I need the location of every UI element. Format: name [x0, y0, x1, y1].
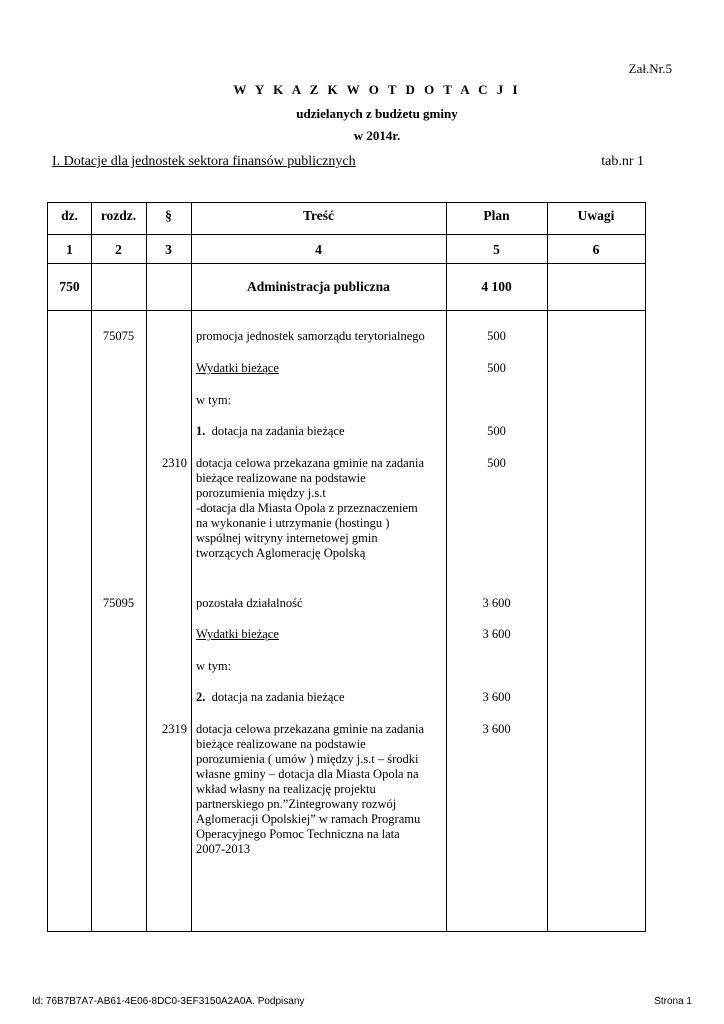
- attachment-number: Zał.Nr.5: [628, 61, 672, 76]
- chapter-plan: 3 600: [482, 596, 511, 610]
- header-dz: dz.: [61, 208, 78, 223]
- description: [196, 722, 446, 857]
- desc-line: partnerskiego pn.”Zintegrowany rozwój: [196, 797, 397, 811]
- expenses-plan: 3 600: [482, 627, 511, 641]
- section-heading: I. Dotacje dla jednostek sektora finansów publicznych: [52, 154, 356, 169]
- desc-line: 2007-2013: [196, 842, 251, 856]
- chapter-name: promocja jednostek samorządu terytorialnego: [196, 329, 425, 343]
- desc-line: bieżące realizowane na podstawie: [196, 471, 366, 485]
- division-code: 750: [59, 279, 80, 294]
- row-divider: [48, 234, 645, 235]
- document-id: Id: 76B7B7A7-AB61-4E06-8DC0-3EF3150A2A0A. Podpisany: [32, 996, 305, 1007]
- description-plan: 500: [487, 456, 506, 470]
- division-name: Administracja publiczna: [247, 279, 390, 294]
- col-divider: [146, 203, 147, 931]
- chapter-name: pozostała działalność: [196, 596, 303, 610]
- col-number: 2: [115, 242, 122, 257]
- division-plan: 4 100: [481, 279, 512, 294]
- desc-line: -dotacja dla Miasta Opola z przeznaczeniem: [196, 501, 418, 515]
- desc-line: dotacja celowa przekazana gminie na zadania: [196, 722, 424, 736]
- budget-table: [47, 202, 646, 932]
- desc-line: Operacyjnego Pomoc Techniczna na lata: [196, 827, 400, 841]
- item-line: [196, 424, 345, 439]
- desc-line: porozumienia między j.s.t: [196, 486, 326, 500]
- desc-line: dotacja celowa przekazana gminie na zadania: [196, 456, 424, 470]
- col-divider: [91, 203, 92, 931]
- document-title: W Y K A Z K W O T D O T A C J I: [233, 82, 521, 97]
- col-number: 6: [592, 242, 600, 257]
- chapter-code: 75095: [102, 596, 135, 610]
- col-divider: [547, 203, 548, 931]
- item-number: 2.: [196, 690, 206, 704]
- paragraph-code: 2310: [162, 456, 187, 470]
- desc-line: wkład własny na realizację projektu: [196, 782, 376, 796]
- expenses-label: Wydatki bieżące: [196, 361, 279, 375]
- desc-line: tworzących Aglomerację Opolską: [196, 546, 366, 560]
- item-line: [196, 690, 345, 705]
- desc-line: wspólnej witryny internetowej gmin: [196, 531, 378, 545]
- paragraph-code: 2319: [162, 722, 187, 736]
- col-number: 3: [165, 242, 172, 257]
- desc-line: bieżące realizowane na podstawie: [196, 737, 366, 751]
- desc-line: własne gminy – dotacja dla Miasta Opola na: [196, 767, 419, 781]
- row-divider: [48, 310, 645, 311]
- col-divider: [191, 203, 192, 931]
- expenses-label: Wydatki bieżące: [196, 627, 279, 641]
- page-number: Strona 1: [654, 996, 692, 1007]
- col-number: 4: [315, 242, 322, 257]
- header-uwagi: Uwagi: [577, 208, 615, 223]
- header-plan: Plan: [483, 208, 510, 223]
- header-tresc: Treść: [303, 208, 334, 223]
- item-text: dotacja na zadania bieżące: [211, 424, 345, 438]
- item-number: 1.: [196, 424, 206, 438]
- item-text: dotacja na zadania bieżące: [211, 690, 345, 704]
- including-label: w tym:: [196, 393, 232, 407]
- chapter-code: 75075: [102, 329, 135, 343]
- description-plan: 3 600: [482, 722, 511, 736]
- desc-line: na wykonanie i utrzymanie (hostingu ): [196, 516, 390, 530]
- header-paragraph: §: [165, 208, 172, 223]
- col-number: 5: [493, 242, 500, 257]
- table-number: tab.nr 1: [601, 154, 644, 169]
- header-rozdz: rozdz.: [100, 208, 137, 223]
- item-plan: 3 600: [482, 690, 511, 704]
- col-number: 1: [66, 242, 73, 257]
- chapter-plan: 500: [487, 329, 506, 343]
- including-label: w tym:: [196, 659, 232, 673]
- col-divider: [446, 203, 447, 931]
- document-year: w 2014r.: [353, 128, 401, 143]
- expenses-plan: 500: [487, 361, 506, 375]
- desc-line: porozumienia ( umów ) między j.s.t – środki: [196, 752, 419, 766]
- row-divider: [48, 263, 645, 264]
- document-subtitle: udzielanych z budżetu gminy: [296, 106, 458, 121]
- description: [196, 456, 446, 561]
- item-plan: 500: [487, 424, 506, 438]
- desc-line: Aglomeracji Opolskiej” w ramach Programu: [196, 812, 421, 826]
